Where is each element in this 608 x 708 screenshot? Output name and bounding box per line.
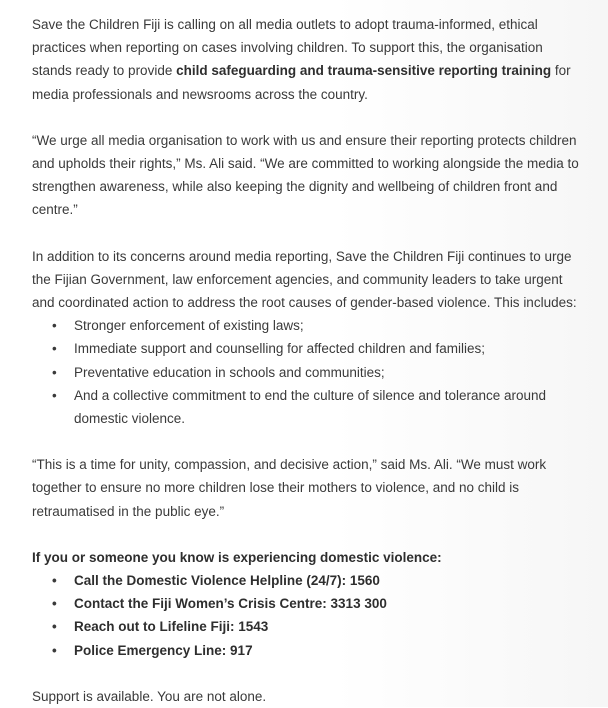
list-item: • Stronger enforcement of existing laws; — [32, 314, 580, 337]
training-highlight: child safeguarding and trauma-sensitive reporting training — [176, 63, 552, 79]
paragraph-media-practices — [32, 13, 580, 106]
list-item: • And a collective commitment to end the culture of silence and tolerance around domestic violence. — [32, 384, 580, 430]
closing-line: Support is available. You are not alone. — [32, 688, 267, 704]
list-item: • Preventative education in schools and communities; — [32, 361, 580, 384]
action-list — [32, 314, 580, 430]
paragraph-text: for media professionals and newsrooms across the country. — [32, 63, 571, 102]
paragraph-quote-ali: “We urge all media organisation to work with us and ensure their reporting protects children and upholds their rights,” Ms. Ali said. “We are committed to working alongside the media to strengthen awareness, while also keeping the dignity and wellbeing of children front and centre.” — [32, 132, 579, 218]
help-item-crisis-centre: • Contact the Fiji Women’s Crisis Centre: 3313 300 — [32, 592, 580, 615]
help-item-dv-helpline: • Call the Domestic Violence Helpline (24/7): 1560 — [32, 569, 580, 592]
paragraph-quote-unity: “This is a time for unity, compassion, and decisive action,” said Ms. Ali. “We must work together to ensure no more children lose their mothers to violence, and no child is retraumatised in the public eye.” — [32, 457, 547, 519]
paragraph-gbv-action: In addition to its concerns around media reporting, Save the Children Fiji continues to urge the Fijian Government, law enforcement agencies, and community leaders to take urgent and coordinated action to address the root causes of gender-based violence. This includes: — [32, 248, 577, 311]
help-item-lifeline: • Reach out to Lifeline Fiji: 1543 — [32, 615, 580, 638]
help-item-police: • Police Emergency Line: 917 — [32, 639, 580, 662]
list-item: • Immediate support and counselling for affected children and families; — [32, 337, 580, 360]
help-list — [32, 569, 580, 662]
paragraph-text: Save the Children Fiji is calling on all media outlets to adopt trauma-informed, ethical practices when reporting on cases involving children. To support this, the organisation stands ready to provide — [32, 17, 543, 79]
help-heading: If you or someone you know is experiencing domestic violence: — [32, 549, 442, 565]
